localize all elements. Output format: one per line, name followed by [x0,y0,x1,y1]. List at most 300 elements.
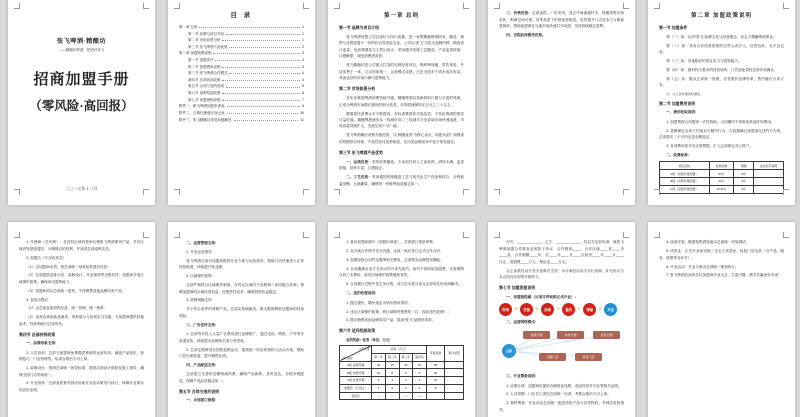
chapter-heading: 第二章 加盟政策说明 [690,13,753,19]
corner-mark [783,232,789,238]
table-header-cell: 第三年 [399,353,413,361]
paragraph [179,331,304,344]
bold-line: 三、广告宣传支持： [186,322,219,327]
toc-entry[interactable] [179,91,304,95]
paragraph [19,314,144,327]
toc-entry[interactable] [179,25,304,29]
corner-mark [174,189,180,195]
table-caption: 返利奖励一览表（单位：万元） [346,338,393,343]
section-heading: 第一节 加盟条件 [659,25,688,30]
corner-mark [463,232,469,238]
toc-page-number: 10 [300,110,304,115]
toc-title: 目 录 [230,12,253,19]
table-row [660,177,784,185]
cover-date: 二〇一七年十二月 [65,186,98,191]
paragraph [179,273,304,279]
paragraph-text: 第（四）条：拥有符合要求的经营场所，门店选址须经总部评估确认； [666,68,778,73]
network-diagram [499,329,624,371]
paragraph-text: 随着居民消费水平不断提高，年轻消费群体对高品质、个性化啤酒的需求日益旺盛，精酿啤酒逐步从一线城市向二三线城市乃至县域市场快速渗透，市场容量持续扩大，发展空间十分广阔。 [339,111,464,129]
toc-dot-leader [222,40,300,41]
table-cell: 30 [426,369,445,377]
toc-entry-label: 附件三、张飞精酿坊常见问题解答 [179,117,232,122]
table-cell: 8 [385,369,399,377]
bold-line: 一、合同签订流程： [186,398,219,403]
paragraph [339,266,464,279]
paragraph-text: 1. 擅自提价、降价扰乱市场价格体系的； [346,300,412,305]
table-row [340,361,464,369]
paragraph [19,297,144,303]
paragraph-text: 5. 合同履行过程中发生争议的，双方应本着互谅互让原则友好协商解决。 [346,282,462,287]
paragraph [659,67,784,73]
paragraph-text: 对于符合条件的滞销产品，总部支持调换货，最大限度降低加盟商的经营风险。 [179,307,304,318]
paragraph [499,268,624,281]
table-cell [445,384,464,392]
table-cell: 6 [413,369,427,377]
paragraph [499,400,624,413]
paragraph [339,111,464,130]
corner-mark [623,232,629,238]
corner-mark [303,232,309,238]
toc-page-number: 1 [302,31,304,36]
toc-entry-label: 第二章 加盟政策说明 [179,51,212,56]
org-box: 县级代理 [593,331,620,339]
toc-page-number: 3 [302,58,304,63]
paragraph-text: 1. 意向加盟商填写《加盟申请表》，总部进行资质审核； [346,240,437,245]
paragraph-text: （2）总部提供选址评估、装修设计、开业指导等全程扶持，加盟商享受区域保护政策，确保单店盈利能力； [19,273,144,284]
table-cell: 5 [372,377,386,385]
toc-entry[interactable] [179,58,304,62]
paragraph-text: 2. 装修设计：按照总部统一视觉标准，提供店面设计图纸及施工指导，确保全国门店形象统一。 [19,366,144,377]
cover-subtitle: （零风险·高回报） [29,98,134,113]
paragraph-text: 张飞啤酒总部为加盟商提供开业方案与运营指导，帮助门店快速进入正常经营轨道，持续提升营业额。 [179,258,304,270]
paragraph [659,248,784,261]
bold-line: 二、违约处理说明： [346,291,379,296]
paragraph-text: 2. 总部定期策划全国性促销活动，提供统一的宣传物料与活动方案，帮助门店引流获客，提升销售业绩。 [179,347,304,358]
table-cell [426,392,445,400]
paragraph-text: 1. 总部每年投入大量广告费用进行品牌推广，通过电视、网络、户外等多渠道宣传，持续提升品牌知名度与美誉度。 [179,332,304,343]
paragraph-text: 总部严格执行区域保护制度，在约定区域内不发展第二家同级合作商，保障加盟商的区域经营权益，杜绝恶性竞争，确保投资收益稳定。 [179,283,304,294]
table-cell: B级（市级代理加盟） [660,177,710,185]
table-header-row [340,345,464,353]
toc-dot-leader [213,53,300,54]
toc-page[interactable] [168,0,315,205]
paragraph [179,306,304,319]
paragraph-text: 2. 双方就合作细节充分沟通，达成一致后签订正式合作合同； [346,249,444,254]
paragraph [339,309,464,315]
table-cell: 20 [372,361,386,369]
section-heading: 第二节 加盟费用说明 [659,100,696,106]
toc-entry[interactable] [179,118,304,122]
corner-mark [334,189,340,195]
brand-slogan: ——精酿好啤酒，把酒对张飞 [58,47,105,52]
flow-step-circle: 咨询 [499,303,512,316]
paragraph [499,239,624,265]
paragraph-lead: 一、品质优势： [346,159,372,164]
paragraph [339,159,464,172]
arrow-icon: » [514,305,518,312]
paragraph [499,10,624,29]
paragraph [659,58,784,64]
toc-entry[interactable] [179,84,304,88]
toc-entry-label: 第二节 市场前景分析 [188,38,221,43]
paragraph-text: 1. 代理商（总代理）：在授权区域内独家代理张飞啤酒系列产品，享有区域内发展加盟店、分销网点的权利，并获得总部返利支持。 [19,240,144,251]
table-row [340,384,464,392]
toc-entry-label: 第五节 合同与违约说明 [188,84,224,89]
paragraph-text: 3. 物料筹备：开业前由总部统一配送首批产品与宣传物料，并到店验收指导。 [499,401,624,412]
table-header-cell: 第一年 [372,353,386,361]
bold-line: 一、费用收取说明： [666,110,699,115]
paragraph-text: （2）直营店承担新品测试、形象展示与培训实习功能，为加盟商提供样板参考，经营利润归总部所有。 [19,315,144,326]
flow-step-circle: 洽谈 [541,303,554,316]
paragraph-text: 2. 区域保护政策： [186,274,216,279]
paragraph-text: 第（五）条：服从总部统一管理，自觉维护品牌形象，按约履行合同义务； [659,76,784,88]
toc-dot-leader [215,60,300,61]
section-heading: 第四节 总部扶持政策 [19,331,56,337]
paragraph-text: 1. 人员培训：总部为加盟商免费提供系统的运营培训，涵盖产品知识、营销技巧、门店管理等，培训合格后方可上岗。 [19,350,144,362]
paragraph-text: 3. 滞销调换支持： [186,298,216,303]
paragraph-text: 张飞啤酒有限公司总部位于四川成都，是一家集精酿啤酒研发、酿造、销售与连锁加盟于一体的综合性酒业企业。公司以“张飞”文化为品牌内核，精选进口麦芽、优质啤酒花与天然山泉水，采用德式传统工艺酿造，产品麦香浓郁、口感醇厚，深受消费者喜爱。 [339,35,464,59]
toc-dot-leader [229,73,300,74]
toc-page-number: 3 [302,64,304,69]
bold-line: 二、运营管理支持： [186,240,219,245]
table-cell: — [372,392,386,400]
corner-mark [174,3,180,9]
paragraph [339,248,464,254]
table-row [340,377,464,385]
table-header-cell: 年度奖励 [426,345,445,361]
corner-mark [174,232,180,238]
table-cell: 10 [372,369,386,377]
table-cell: 2 [413,384,427,392]
arrow-icon: » [598,305,602,312]
table-cell: 3年 [734,185,754,193]
corner-mark [494,232,500,238]
paragraph [19,264,144,270]
paragraph-text: （3）加盟商须从总部统一进货，不得销售其他品牌同类产品。 [26,288,126,293]
paragraph-text: 第（二）条：具有合法经营资格的自然人或法人，信誉良好、无不良记录； [659,43,784,55]
paragraph [659,76,784,89]
table-cell [445,369,464,377]
arrow-icon: » [535,305,539,312]
toc-entry[interactable] [179,45,304,49]
paragraph-text: 第（一）条：认同“张飞”品牌文化与经营理念，有志于精酿啤酒事业； [666,35,777,39]
table-row [660,185,784,193]
corner-mark [654,232,660,238]
table-cell: 2 [372,384,386,392]
paragraph-text: 1. 证照办理：加盟商应提前办理营业执照、食品经营许可证等相关证照。 [506,383,622,388]
toc-dot-leader [222,100,300,101]
table-header-cell: 累计返利 [445,345,464,361]
paragraph-text: 6. 开业活动：开业方案由总部统一策划执行。 [666,264,739,269]
paragraph [19,288,144,294]
paragraph [659,43,784,56]
toc-entry-label: 第一节 品牌与项目介绍 [188,31,224,36]
chapter1-cont-page[interactable] [488,0,635,205]
table-cell: 6 [399,369,413,377]
table-cell [754,170,784,178]
section-heading: 第七节 加盟流程说明 [499,285,536,291]
paragraph-text: 1. 开业运营指导： [186,250,216,254]
paragraph [179,258,304,271]
table-cell [445,377,464,385]
table-cell: A级·省级代理 [340,361,372,369]
table-cell: 2 [399,384,413,392]
paragraph [339,132,464,145]
paragraph [659,34,784,40]
corner-mark [14,232,20,238]
diagonal-label-bottom: 合作级别 [341,356,352,360]
section-heading: 第三节 张飞啤酒产品优势 [339,149,383,155]
paragraph-text: 4. 合同期满后双方无异议的可优先续约，续约不再收取加盟费，仅需缴纳合同工本费用，原有区域保护政策继续有效。 [339,266,464,278]
bold-line: 一、加盟流程图（从项目咨询到正式开业）： [506,294,579,299]
corner-mark [334,232,340,238]
cover-page[interactable] [8,0,155,205]
toc-dot-leader [222,93,300,94]
org-box: 市级代理 [557,331,584,339]
table-cell: — [385,392,399,400]
table-cell: A级（省级代理加盟） [660,170,710,178]
toc-page-number: 1 [302,38,304,43]
corner-mark [143,3,149,9]
paragraph [499,383,624,389]
paragraph [19,365,144,378]
toc-page-number: 5 [302,84,304,89]
contract-rebate-page[interactable] [328,222,475,417]
paragraph-text: 3. 加盟商按合同约定缴纳相关费用，总部核发品牌授权牌匾； [346,258,444,263]
paragraph [179,282,304,295]
paragraph [659,272,784,278]
table-cell: — [399,392,413,400]
paragraph [659,143,784,149]
paragraph [19,272,144,285]
paragraph [339,317,464,323]
paragraph-text: 2. 人员招聘：门店员工须经总部统一培训，考核合格后方可上岗。 [506,392,611,397]
corner-mark [654,189,660,195]
table-row [340,369,464,377]
toc-page-number: 9 [302,104,304,109]
paragraph [19,255,144,261]
table-cell [754,185,784,193]
paragraph [339,62,464,81]
paragraph [179,297,304,303]
bold-line: 二、收费标准： [666,152,692,157]
paragraph-lead: 二、工艺优势： [346,175,372,180]
paragraph-text: 3. 各项费用均开具正规票据，汇入总部指定对公账户。 [666,143,753,148]
diagonal-header-cell [340,345,372,361]
table-cell: B级·市级代理 [340,369,372,377]
table-cell: 加盟店（专卖店） [340,384,372,392]
corner-mark [143,232,149,238]
toc-entry[interactable] [179,51,304,55]
flow-step-circle: 签约 [562,303,575,316]
table-cell: 3年 [734,177,754,185]
arrow-icon: » [577,305,581,312]
brand-title: 张飞啤酒·精酿坊 [56,38,107,45]
toc-dot-leader [227,106,301,107]
paragraph-text: 以上条款经双方签字盖章后生效；未尽事宜由双方另行协商，补充协议与本合同具有同等法律效力。 [499,268,624,280]
chapter-heading: 第一章 总则 [383,13,420,19]
chapter1-page[interactable] [328,0,475,205]
paragraph [339,257,464,263]
toc-entry[interactable] [179,32,304,36]
arrow-icon: » [556,305,560,312]
flow-step-circle: 筹备 [583,303,596,316]
paragraph [659,119,784,125]
table-row [340,392,464,400]
hq-circle: 总部 [502,344,516,358]
corner-mark [783,189,789,195]
final-page[interactable] [648,222,795,417]
toc-dot-leader [227,113,299,114]
table-cell: 8 [426,384,445,392]
paragraph-text: 5. 试营业：正式开业前安排三至五天试营业，检验门店运营（含产品、服务、收银等各环节）。 [659,249,784,260]
table-cell: C级·县级代理 [340,377,372,385]
toc-entry-label: 附件一、张飞啤酒加盟申请表 [179,104,225,109]
table-cell: 10 [413,361,427,369]
paragraph-text: 3. 开业指导：总部委派督导到店协助开业活动策划与执行，保障开业即实现良好业绩。 [19,381,144,392]
corner-mark [463,189,469,195]
corner-mark [783,3,789,9]
toc-page-number: 11 [300,117,304,122]
paragraph [339,300,464,306]
toc-dot-leader [226,87,300,88]
flow-step-circle: 开业 [604,303,617,316]
toc-entry-label: 第三节 张飞啤酒产品优势 [188,44,228,49]
org-box: 加盟门店 [539,353,566,361]
section-heading: 第六节 返利奖励政策 [339,328,376,334]
paragraph [339,174,464,187]
toc-dot-leader [229,47,300,48]
group-header-cell: 返利（万元） [372,345,427,353]
paragraph [19,239,144,252]
table-cell: 2 [385,384,399,392]
table-header-cell: 第二年 [385,353,399,361]
toc-entry-label: 第二节 加盟费用说明 [188,64,221,69]
table-header-row [660,162,784,170]
table-cell: 4 [385,377,399,385]
paragraph-text: 2. 品牌保证金用于约束双方履约行为，合同期满且加盟商无违约行为的，总部将在三十日内无息全额退还。 [659,128,784,140]
paragraph-text: 第（三）条：具备相应的资金实力与投资能力； [666,59,742,64]
paragraph-text: （1）由总部直接投资经营，统一管理、统一核算； [26,306,108,311]
toc-page-number: 3 [302,51,304,56]
toc-dot-leader [226,34,300,35]
paragraph [659,239,784,245]
paragraph [659,264,784,270]
table-cell: 10-20万 [709,185,734,193]
paragraph [339,95,464,108]
table-cell: 15 [385,361,399,369]
paragraph [179,249,304,255]
paragraph-text: （1）由加盟商出资，按总部统一形象标准建店经营； [26,264,111,269]
table-cell: 50万 [709,170,734,178]
table-cell: 10 [399,361,413,369]
toc-dot-leader [222,67,300,68]
table-cell: — [413,392,427,400]
toc-page-number: 1 [302,25,304,29]
table-cell [445,361,464,369]
paragraph-text: 张飞精酿坊是公司重点打造的连锁经营项目，集鲜啤现酿、堂饮体验、外送零售于一体，门店形象统一、运营模式成熟，已在全国多个省市成功布局，具备良好的市场口碑与盈利能力。 [339,63,464,81]
toc-entry[interactable] [179,111,304,115]
toc-entry[interactable] [179,38,304,42]
toc-entry[interactable] [179,65,304,69]
table-cell: 55 [426,361,445,369]
table-cell: C级（县级代理加盟） [660,185,710,193]
paragraph-text: 1. 加盟费按合作级别一次性收取，合同期内不再收取其他任何费用。 [666,119,775,124]
toc-dot-leader [222,80,300,81]
paragraph-text: 总部建立完善的仓储物流体系，确保产品新鲜、及时送达，全程冷链配送，保障产品品质稳定如一。 [179,372,304,383]
toc-entry-label: 第三节 张飞啤酒合作模式 [188,71,228,76]
toc-dot-leader [199,27,300,28]
toc-dot-leader [234,120,299,121]
bold-line: 一、品牌形象支持： [26,341,59,346]
cooperation-page[interactable] [8,222,155,417]
paragraph-text: 3. 直营店模式： [26,297,52,302]
table-cell: 15 [426,377,445,385]
toc-entry-label: 附件二、区域代理意向登记表 [179,110,225,115]
toc-page-number: 7 [302,97,304,102]
toc-entry[interactable] [179,78,304,82]
table-header-cell: 备注补充说明 [754,162,784,170]
toc-entry[interactable] [179,71,304,75]
toc-page-number: 6 [302,91,304,96]
support-page[interactable] [168,222,315,417]
fee-table [659,161,784,193]
paragraph [659,128,784,141]
toc-entry-label: 第一章 总则 [179,25,198,29]
corner-mark [14,3,20,9]
bold-line: 二、运营网络模式： [506,320,539,325]
toc-entry-label: 第六节 返利奖励政策 [188,91,221,96]
paragraph [339,239,464,245]
table-cell [445,392,464,400]
chapter2-page[interactable] [648,0,795,205]
corner-mark [494,3,500,9]
paragraph [179,347,304,360]
flow-step-circle: 考察 [520,303,533,316]
table-header-cell: 收费金额 [709,162,734,170]
paragraph-text: 张飞啤酒顺应消费升级趋势，以“鲜酿直供”为核心卖点，构建从酒厂到餐桌的短链供应体系，产品性价比优势明显，在同类品牌竞争中处于领先地位。 [339,133,464,144]
paragraph-text: 坚持原浆酿造，不添加任何人工添加剂，酒体丰满、麦香浓郁，营养丰富，口感纯正。 [339,159,465,171]
corner-mark [334,3,340,9]
note-line: 注：以上条件须同时满足。 [666,92,704,97]
paragraph-text: 2. 加盟店（专卖店形式）： [26,255,70,260]
paragraph-text: 甲方：____________；乙方：____________。经双方友好协商，就张飞啤酒加盟合作事宜达成如下协议：合作级别____，合作区域____省____市____县，合作期限____年，自____年____月____日起至____年____月____日止；加盟费____万元，保证金____万元。 [499,240,624,264]
paragraph [179,371,304,384]
process-flow [499,303,624,316]
corner-mark [463,3,469,9]
section-heading: 第一节 品牌与项目介绍 [339,25,379,30]
org-box: 省级代理 [523,331,550,339]
process-page[interactable] [488,222,635,417]
corner-mark [303,189,309,195]
toc-entry[interactable] [179,104,304,108]
paragraph [19,305,144,311]
org-box: 直营门店 [575,353,602,361]
section-heading: 第二节 市场前景分析 [339,86,376,92]
corner-mark [623,189,629,195]
table-cell: 30万 [709,177,734,185]
bold-line: 四、产品配送支持： [186,362,219,367]
paragraph-text: 7. 张飞啤酒总部祝各位加盟商开业大吉、生意兴隆，携手共赢美好未来！ [666,273,782,278]
corner-mark [494,189,500,195]
paragraph-text: 采用德国传统酿造工艺与现代化生产设备相结合，全程低温发酵、无菌灌装，确保每一杯鲜啤品质稳定如一。 [339,175,465,186]
paragraph [19,380,144,393]
corner-mark [654,3,660,9]
paragraph-text: 4. 设备安装：酿酒及售酒设备由总部统一安装调试。 [666,240,750,245]
toc-entry[interactable] [179,98,304,102]
paragraph [19,350,144,363]
bold-line: 四、全程扶持服务优势。 [506,33,546,38]
